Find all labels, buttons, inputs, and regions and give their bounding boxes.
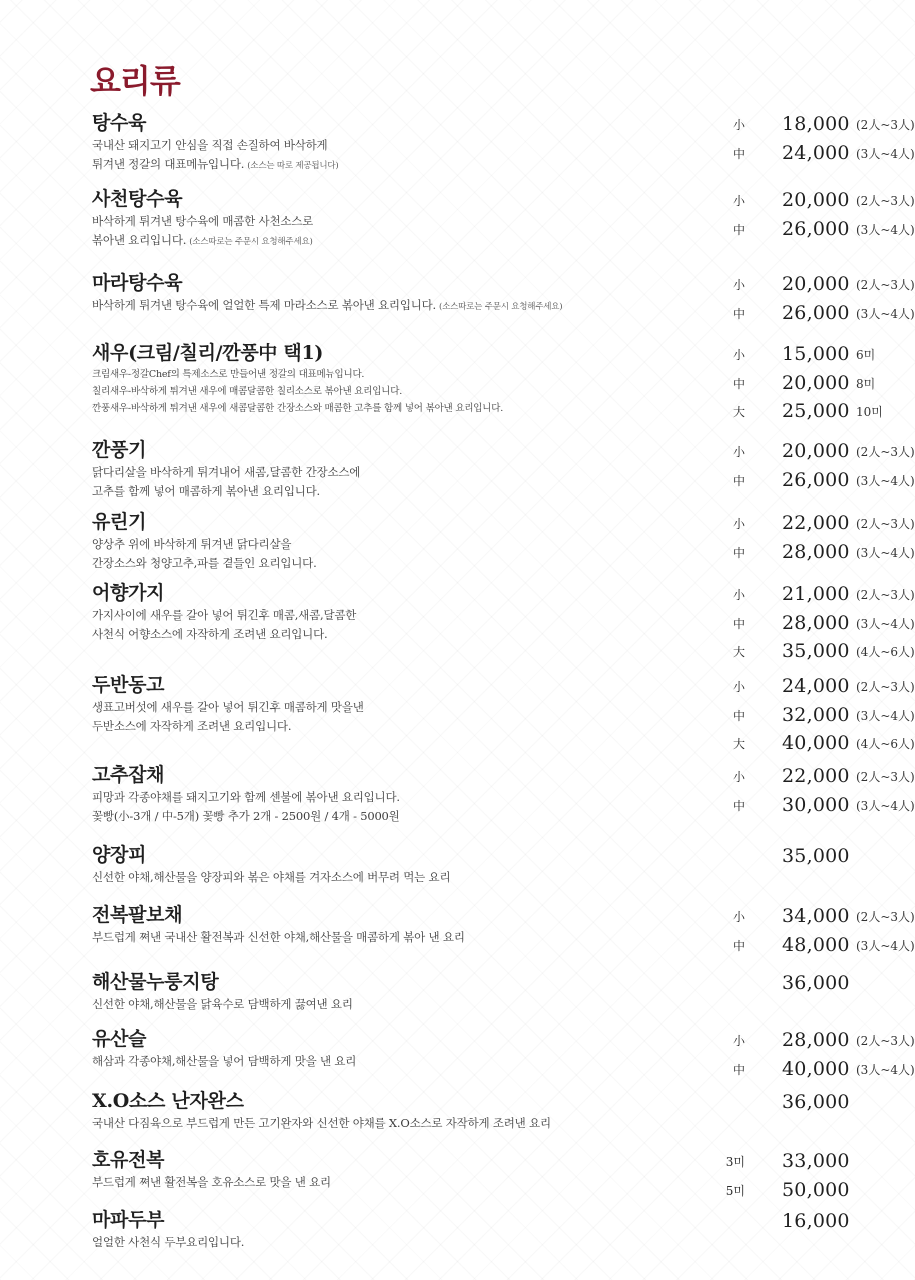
item-description-text: 얼얼한 사천식 두부요리입니다. (92, 1235, 245, 1249)
price-amount: 28,000 (782, 540, 850, 563)
menu-item (92, 580, 915, 662)
size-label: 中 (732, 938, 745, 953)
section-title: 요리류 (90, 62, 180, 100)
price-row (662, 215, 915, 244)
price-list (662, 1207, 915, 1236)
price-amount: 36,000 (782, 1091, 850, 1113)
price-list (662, 270, 915, 327)
menu-item (92, 1207, 872, 1252)
price-amount: 22,000 (782, 765, 850, 787)
item-name: 새우(크림/칠리/깐풍中 택1) (92, 342, 324, 364)
size-label: 小 (732, 588, 745, 602)
price-list (662, 186, 915, 243)
size-label: 中 (732, 1062, 745, 1077)
item-description-text: 국내산 돼지고기 안심을 직접 손질하여 바삭하게 (92, 138, 328, 152)
menu-item (92, 110, 915, 176)
item-description-text: 바삭하게 튀겨낸 탕수육에 매콤한 사천소스로 (92, 214, 314, 228)
item-name: 탕수육 (92, 112, 147, 134)
serving-size: (2人~3人) (856, 118, 915, 132)
item-description-text: 튀겨낸 정갈의 대표메뉴입니다. (92, 157, 245, 171)
price-amount: 40,000 (782, 1057, 850, 1080)
price-row (662, 270, 915, 299)
size-label: 小 (732, 517, 745, 531)
size-label: 中 (732, 473, 745, 488)
item-description-text: 칠리새우-바삭하게 튀겨낸 새우에 매콤달콤한 칠리소스로 볶아낸 요리입니다. (92, 386, 403, 397)
item-note: (소스는 따로 제공됩니다) (247, 161, 339, 171)
price-list (662, 509, 915, 566)
item-description (92, 1114, 872, 1133)
price-amount: 20,000 (782, 371, 850, 394)
serving-size: (3人~4人) (856, 306, 915, 321)
item-description-text: 국내산 다짐육으로 부드럽게 만든 고기완자와 신선한 야채를 X.O소스로 자작하게 조려낸 요리 (92, 1116, 551, 1130)
serving-size: (2人~3人) (856, 680, 915, 694)
item-name: 사천탕수육 (92, 188, 183, 210)
serving-size: (4人~6人) (856, 737, 915, 751)
item-description-text: 크림새우-정갈Chef의 특제소스로 만들어낸 정갈의 대표메뉴입니다. (92, 369, 365, 380)
size-label: 中 (732, 306, 745, 321)
price-amount: 35,000 (782, 640, 850, 662)
size-label: 小 (732, 1034, 745, 1048)
serving-size: (3人~4人) (856, 938, 915, 953)
price-amount: 33,000 (782, 1150, 850, 1172)
menu-item (92, 186, 915, 252)
menu-item (92, 672, 915, 754)
menu-item (92, 762, 915, 826)
item-name: 유산슬 (92, 1028, 147, 1050)
item-description-text: 꽃빵(小-3개 / 中-5개) 꽃빵 추가 2개 - 2500원 / 4개 - 5000원 (92, 809, 400, 823)
serving-size: (2人~3人) (856, 770, 915, 784)
size-label: 小 (732, 278, 745, 292)
price-row (662, 1147, 915, 1176)
item-note: (소스따로는 주문시 요청해주세요) (439, 302, 563, 312)
price-row (662, 186, 915, 215)
price-amount: 26,000 (782, 301, 850, 324)
item-description-text: 닭다리살을 바삭하게 튀겨내어 새콤,달콤한 간장소스에 (92, 465, 361, 479)
size-label: 3미 (725, 1155, 745, 1169)
price-amount: 28,000 (782, 1029, 850, 1051)
price-row (662, 110, 915, 139)
size-label: 小 (732, 118, 745, 132)
item-description-text: 생표고버섯에 새우를 갈아 넣어 튀긴후 매콤하게 맛을낸 (92, 700, 364, 714)
price-amount: 50,000 (782, 1178, 850, 1201)
price-row (662, 139, 915, 168)
serving-size: (2人~3人) (856, 1034, 915, 1048)
item-description-text: 간장소스와 청양고추,파를 곁들인 요리입니다. (92, 556, 317, 570)
price-row (662, 509, 915, 538)
price-row (662, 580, 915, 609)
menu-item (92, 270, 915, 324)
item-description-text: 두반소스에 자작하게 조려낸 요리입니다. (92, 719, 292, 733)
item-name: X.O소스 난자완스 (92, 1090, 244, 1112)
price-row (662, 1055, 915, 1084)
item-description-text: 부드럽게 쪄낸 활전복을 호유소스로 맛을 낸 요리 (92, 1175, 331, 1189)
price-row (662, 637, 915, 666)
item-description-text: 깐풍새우-바삭하게 튀겨낸 새우에 새콤달콤한 간장소스와 매콤한 고추를 함께 넣어 볶아낸 요리입니다. (92, 403, 504, 414)
item-name: 어향가지 (92, 582, 165, 604)
price-row (662, 369, 915, 398)
serving-size: (2人~3人) (856, 517, 915, 531)
price-row (662, 791, 915, 820)
price-amount: 24,000 (782, 141, 850, 164)
serving-size: (3人~4人) (856, 708, 915, 723)
serving-size: 8미 (856, 376, 876, 391)
menu-item (92, 1147, 872, 1201)
price-row (662, 437, 915, 466)
price-row (662, 1026, 915, 1055)
serving-size: (2人~3人) (856, 278, 915, 292)
serving-size: (3人~4人) (856, 473, 915, 488)
size-label: 中 (732, 146, 745, 161)
menu-item (92, 509, 915, 573)
price-list (662, 580, 915, 666)
price-row (662, 762, 915, 791)
size-label: 5미 (725, 1183, 745, 1198)
serving-size: (3人~4人) (856, 1062, 915, 1077)
item-description-text: 부드럽게 쪄낸 국내산 활전복과 신선한 야채,해산물을 매콤하게 볶아 낸 요리 (92, 930, 465, 944)
size-label: 小 (732, 194, 745, 208)
item-description (92, 995, 872, 1014)
price-amount: 26,000 (782, 217, 850, 240)
price-list (662, 1147, 915, 1204)
size-label: 小 (732, 770, 745, 784)
size-label: 中 (732, 376, 745, 391)
item-description-text: 볶아낸 요리입니다. (92, 233, 187, 247)
price-amount: 18,000 (782, 113, 850, 135)
price-row (662, 729, 915, 758)
item-description-text: 신선한 야채,해산물을 닭육수로 담백하게 끓여낸 요리 (92, 997, 353, 1011)
price-row (662, 842, 915, 871)
item-name: 양장피 (92, 844, 147, 866)
price-row (662, 902, 915, 931)
item-description (92, 1233, 872, 1252)
item-name: 해산물누룽지탕 (92, 971, 219, 993)
price-amount: 48,000 (782, 933, 850, 956)
size-label: 中 (732, 616, 745, 631)
serving-size: (3人~4人) (856, 222, 915, 237)
size-label: 小 (732, 348, 745, 362)
price-list (662, 902, 915, 959)
price-list (662, 842, 915, 871)
serving-size: 10미 (856, 405, 883, 419)
serving-size: (3人~4人) (856, 798, 915, 813)
price-row (662, 340, 915, 369)
price-list (662, 969, 915, 998)
item-name: 두반동고 (92, 674, 165, 696)
item-name: 깐풍기 (92, 439, 147, 461)
serving-size: (3人~4人) (856, 146, 915, 161)
size-label: 中 (732, 708, 745, 723)
item-description-text: 해삼과 각종야채,해산물을 넣어 담백하게 맛을 낸 요리 (92, 1054, 357, 1068)
price-row (662, 299, 915, 328)
price-amount: 30,000 (782, 793, 850, 816)
item-description-text: 신선한 야채,해산물을 양장피와 볶은 야채를 겨자소스에 버무려 먹는 요리 (92, 870, 451, 884)
item-description-text: 바삭하게 튀겨낸 탕수육에 얼얼한 특제 마라소스로 볶아낸 요리입니다. (92, 298, 437, 312)
price-row (662, 466, 915, 495)
serving-size: (4人~6人) (856, 645, 915, 659)
size-label: 中 (732, 798, 745, 813)
serving-size: (3人~4人) (856, 545, 915, 560)
price-row (662, 609, 915, 638)
price-list (662, 1026, 915, 1083)
price-row (662, 931, 915, 960)
menu-item (92, 1088, 872, 1133)
menu-item (92, 902, 915, 956)
item-name: 마라탕수육 (92, 272, 183, 294)
price-row (662, 1088, 915, 1117)
size-label: 中 (732, 545, 745, 560)
price-amount: 21,000 (782, 583, 850, 605)
size-label: 中 (732, 222, 745, 237)
price-amount: 40,000 (782, 732, 850, 754)
serving-size: (3人~4人) (856, 616, 915, 631)
item-description-text: 사천식 어향소스에 자작하게 조려낸 요리입니다. (92, 627, 328, 641)
price-amount: 34,000 (782, 905, 850, 927)
size-label: 小 (732, 910, 745, 924)
menu-item (92, 340, 883, 422)
item-description (92, 868, 872, 887)
size-label: 小 (732, 680, 745, 694)
item-name: 고추잡채 (92, 764, 165, 786)
menu-item (92, 842, 872, 887)
price-amount: 32,000 (782, 703, 850, 726)
price-list (662, 762, 915, 819)
serving-size: (2人~3人) (856, 588, 915, 602)
price-row (662, 1176, 915, 1205)
price-amount: 35,000 (782, 845, 850, 867)
price-amount: 25,000 (782, 400, 850, 422)
price-row (662, 672, 915, 701)
item-name: 호유전복 (92, 1149, 165, 1171)
price-list (662, 672, 915, 758)
price-list (662, 437, 915, 494)
price-row (662, 397, 915, 426)
item-description-text: 고추를 함께 넣어 매콤하게 볶아낸 요리입니다. (92, 484, 321, 498)
price-amount: 16,000 (782, 1210, 850, 1232)
price-amount: 28,000 (782, 611, 850, 634)
size-label: 小 (732, 445, 745, 459)
serving-size: 6미 (856, 348, 876, 362)
serving-size: (2人~3人) (856, 194, 915, 208)
price-amount: 36,000 (782, 972, 850, 994)
price-amount: 24,000 (782, 675, 850, 697)
menu-item (92, 1026, 915, 1080)
price-amount: 15,000 (782, 343, 850, 365)
menu-item (92, 437, 915, 501)
price-row (662, 1207, 915, 1236)
item-description-text: 피망과 각종야채를 돼지고기와 함께 센불에 볶아낸 요리입니다. (92, 790, 400, 804)
price-amount: 22,000 (782, 512, 850, 534)
price-amount: 20,000 (782, 273, 850, 295)
price-list (662, 1088, 915, 1117)
serving-size: (2人~3人) (856, 910, 915, 924)
serving-size: (2人~3人) (856, 445, 915, 459)
menu-item (92, 969, 872, 1014)
price-row (662, 701, 915, 730)
price-list (662, 110, 915, 167)
price-amount: 26,000 (782, 468, 850, 491)
price-amount: 20,000 (782, 440, 850, 462)
price-row (662, 538, 915, 567)
price-list (662, 340, 915, 426)
item-name: 유린기 (92, 511, 147, 533)
item-note: (소스따로는 주문시 요청해주세요) (189, 237, 313, 247)
item-description-text: 가지사이에 새우를 갈아 넣어 튀긴후 매콤,새콤,달콤한 (92, 608, 357, 622)
item-description-text: 양상추 위에 바삭하게 튀겨낸 닭다리살을 (92, 537, 292, 551)
size-label: 大 (732, 645, 745, 659)
size-label: 大 (732, 737, 745, 751)
item-name: 마파두부 (92, 1209, 165, 1231)
price-amount: 20,000 (782, 189, 850, 211)
price-row (662, 969, 915, 998)
size-label: 大 (732, 405, 745, 419)
item-name: 전복팔보채 (92, 904, 183, 926)
